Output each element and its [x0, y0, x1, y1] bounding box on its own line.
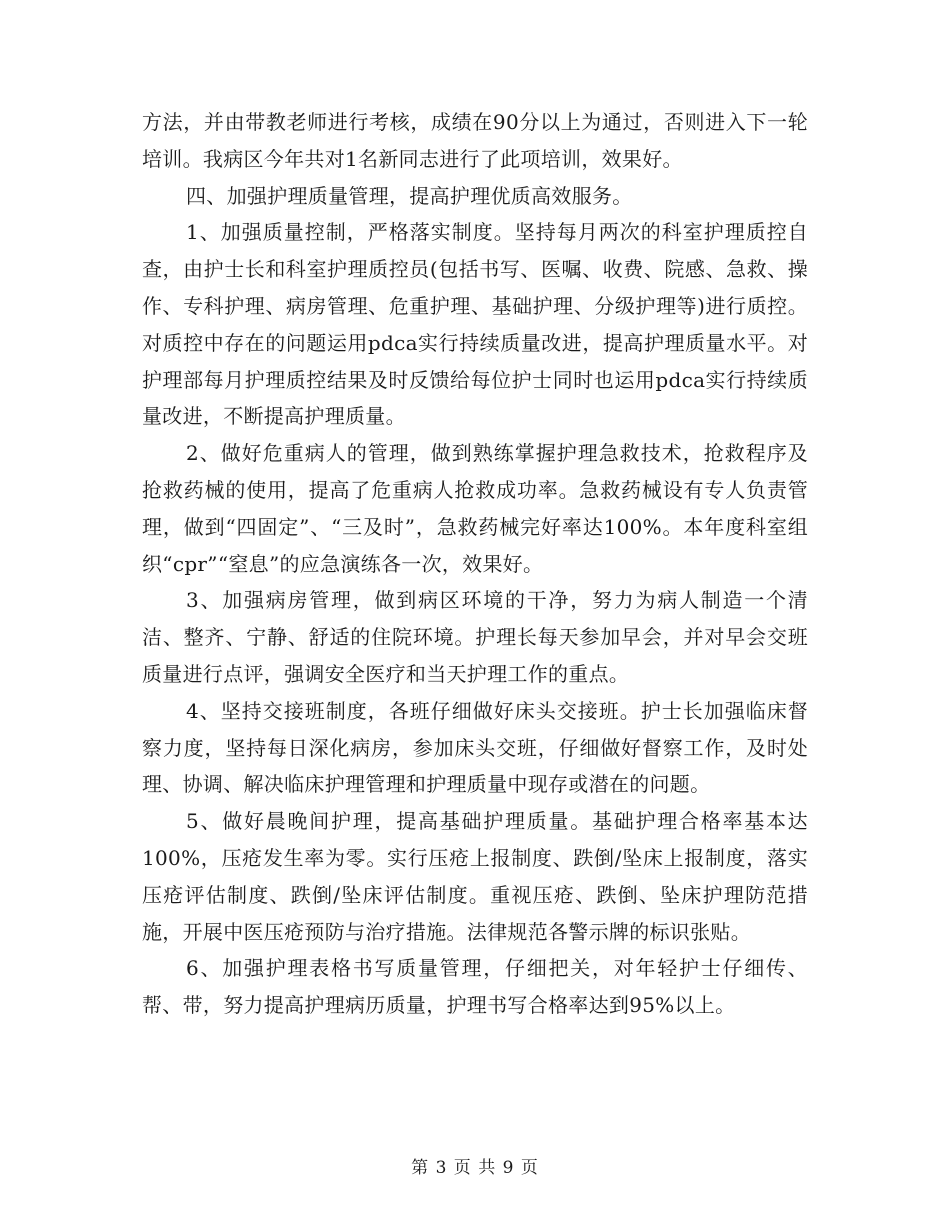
- paragraph-ward-management: 3、加强病房管理，做到病区环境的干净，努力为病人制造一个清洁、整齐、宁静、舒适的住院环境。护理长每天参加早会，并对早会交班质量进行点评，强调安全医疗和当天护理工作的重点。: [142, 588, 808, 686]
- paragraph-quality-control: 1、加强质量控制，严格落实制度。坚持每月两次的科室护理质控自查，由护士长和科室护理质控员(包括书写、医嘱、收费、院感、急救、操作、专科护理、病房管理、危重护理、基础护理、分级护理等)进行质控。对质控中存在的问题运用pdca实行持续质量改进，提高护理质量水平。对护理部每月护理质控结果及时反馈给每位护士同时也运用pdca实行持续质量改进，不断提高护理质量。: [142, 220, 808, 429]
- page-footer: [0, 1153, 950, 1178]
- paragraph-shift-handover: 4、坚持交接班制度，各班仔细做好床头交接班。护士长加强临床督察力度，坚持每日深化病房，参加床头交班，仔细做好督察工作，及时处理、协调、解决临床护理管理和护理质量中现存或潜在的问题。: [142, 698, 808, 797]
- paragraph-training-continuation: 方法，并由带教老师进行考核，成绩在90分以上为通过，否则进入下一轮培训。我病区今年共对1名新同志进行了此项培训，效果好。: [142, 110, 808, 171]
- paragraph-basic-nursing: 5、做好晨晚间护理，提高基础护理质量。基础护理合格率基本达100%，压疮发生率为零。实行压疮上报制度、跌倒/坠床上报制度，落实压疮评估制度、跌倒/坠床评估制度。重视压疮、跌倒、坠床护理防范措施，开展中医压疮预防与治疗措施。法律规范各警示牌的标识张贴。: [142, 809, 808, 944]
- section-heading-quality-management: 四、加强护理质量管理，提高护理优质高效服务。: [186, 183, 633, 208]
- document-body: [142, 104, 808, 1024]
- page-number-label: 第 3 页 共 9 页: [411, 1158, 539, 1178]
- paragraph-critical-patients: 2、做好危重病人的管理，做到熟练掌握护理急救技术，抢救程序及抢救药械的使用，提高了危重病人抢救成功率。急救药械设有专人负责管理，做到“四固定”、“三及时”，急救药械完好率达100%。本年度科室组织“cpr”“窒息”的应急演练各一次，效果好。: [142, 441, 808, 576]
- paragraph-record-writing: 6、加强护理表格书写质量管理，仔细把关，对年轻护士仔细传、帮、带，努力提高护理病历质量，护理书写合格率达到95%以上。: [142, 956, 808, 1018]
